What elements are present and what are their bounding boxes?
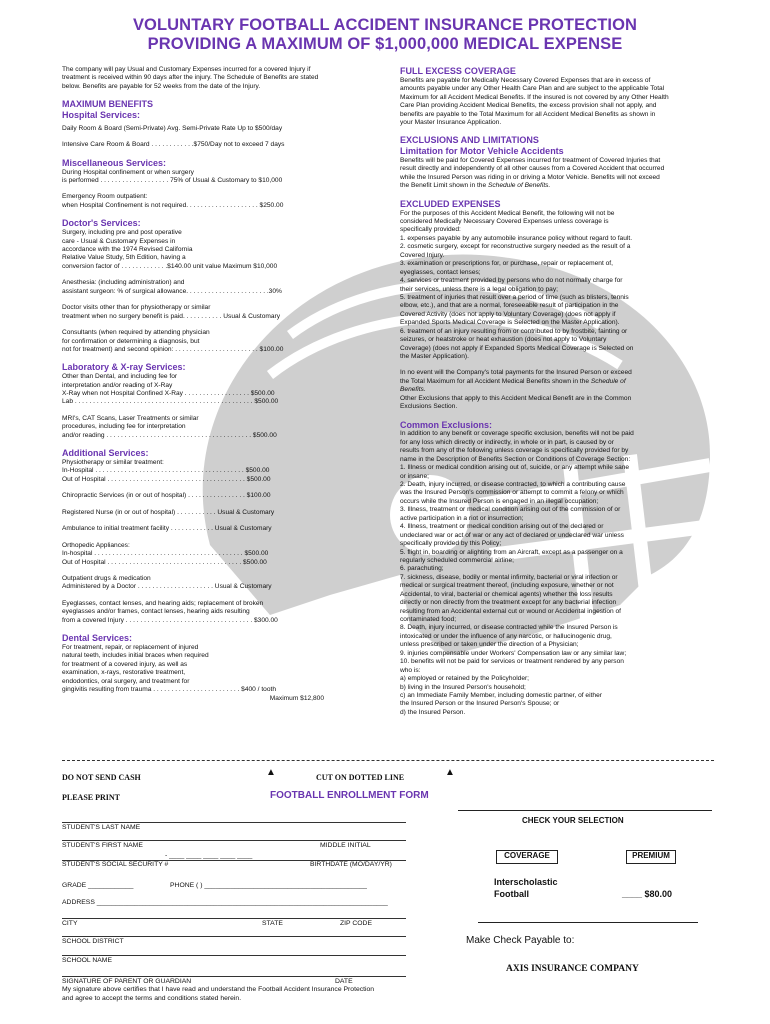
- full-excess-text: Benefits are payable for Medically Necessary Covered Expenses that are in excess of amounts payable under any Other Health Care Plan and are subject to the applicable Total Maximum for all Accident Medical Benefits. If the insured is not covered by any Other Health Care Plan providing Accident Medical Benefits, the excess provision shall not apply, and benefits are payable to the Total Maximum for all Accident Medical Benefits as shown in your Master Insurance Application.: [400, 76, 669, 126]
- additional-heading: Additional Services:: [62, 448, 149, 459]
- title-line-1: VOLUNTARY FOOTBALL ACCIDENT INSURANCE PROTECTION: [132, 16, 638, 34]
- enrollment-form-heading: FOOTBALL ENROLLMENT FORM: [270, 790, 429, 801]
- full-excess-heading: FULL EXCESS COVERAGE: [400, 66, 516, 76]
- ssn-label: STUDENT'S SOCIAL SECURITY #: [62, 861, 169, 868]
- additional-item: Physiotherapy or similar treatment: In-Hospital . . . . . . . . . . . . . . . . . . . . . . . . . . . . . . . . . . . . . . . . . $500.00 Out of Hospital . . . . . . . . . . . . . . . . . . . . . . . . . . . . . . . . . . . . . . $500.00: [62, 459, 271, 483]
- first-name-field[interactable]: [62, 840, 406, 841]
- misc-item: During Hospital confinement or when surgery is performed . . . . . . . . . . . . . . . . . . . 75% of Usual & Customary to $10,000: [62, 168, 283, 185]
- lab-item: Other than Dental, and including fee for interpretation and/or reading of X-Ray X-Ray when not Hospital Confined X-Ray . . . . . . . . . . . . . . . . . . $500.00 Lab . . . . . . . . . . . . . . . . . . . . . . . . . . . . . . . . . . . . . . . . . . . . . . . . . $500.00: [62, 373, 279, 406]
- motor-vehicle-text: Benefits will be paid for Covered Expenses incurred for treatment of Covered Injuries that result directly and independently of all other causes from a Covered Accident that occurred while the Insured Person was riding in or driving a Motor Vehicle. Benefits will not exceed the Benefit Limit shown in the Schedule of Benefits.: [400, 157, 665, 190]
- additional-item: Outpatient drugs & medication Administered by a Doctor . . . . . . . . . . . . . . . . . . . . . Usual & Customary: [62, 574, 272, 591]
- hospital-heading: Hospital Services:: [62, 110, 141, 121]
- plan-price-checkbox[interactable]: ____ $80.00: [622, 889, 673, 899]
- coverage-header: COVERAGE: [496, 850, 558, 864]
- middle-initial-label: MIDDLE INITIAL: [320, 842, 371, 849]
- cut-on-dotted-line: CUT ON DOTTED LINE: [316, 773, 405, 782]
- selection-top-line: [458, 810, 712, 811]
- doctor-item: Doctor visits other than for physiotherapy or similar treatment when no surgery benefit is paid. . . . . . . . . . . Usual & Customary: [62, 304, 281, 320]
- plan-name: Interscholastic Football: [494, 877, 558, 899]
- selection-divider: [478, 922, 698, 923]
- grade-field[interactable]: GRADE ____________: [62, 882, 134, 889]
- first-name-label: STUDENT'S FIRST NAME: [62, 842, 143, 849]
- premium-header: PREMIUM: [626, 850, 676, 864]
- no-event-text: In no event will the Company's total payments for the Insured Person or exceed the Total Maximum for all Accident Medical Benefits shown in the Schedule of Benefits. Other Exclusions that apply to this Accident Medical Benefit are in the Common Exclusions Section.: [400, 369, 632, 411]
- school-district-field[interactable]: [62, 936, 406, 937]
- hospital-item: Intensive Care Room & Board . . . . . . . . . . . .$750/Day not to exceed 7 days: [62, 141, 285, 149]
- last-name-label: STUDENT'S LAST NAME: [62, 824, 141, 831]
- additional-item: Chiropractic Services (in or out of hospital) . . . . . . . . . . . . . . . . $100.00: [62, 492, 271, 500]
- page-title: [0, 16, 770, 54]
- excluded-text: For the purposes of this Accident Medical Benefit, the following will not be considered Medically Necessary Covered Expenses unless coverage is specifically provided: 1. expenses payable by any automobile insurance policy without regard to fault. 2. cosmetic surgery, except for reconstructive surgery needed as the result of a Covered Injury. 3. examination or prescriptions for, or purchase, repair or replacement of, eyeglasses, contact lenses; 4. services or treatment provided by persons who do not normally charge for their services, unless there is a legal obligation to pay; 5. treatment of injuries that result over a period of time (such as blisters, tennis elbow, etc.), and that are a normal, foreseeable result of participation in the Covered Activity (does not apply to Voluntary Coverage) (does not apply if Expanded Sports Medical Coverage is Selected on the Master Application). 6. treatment of an injury resulting from or contributed to by frostbite, fainting or seizures, or heatstroke or heat exhaustion (does not apply to Voluntary Coverage) (does not apply if Expanded Sports Medical Coverage is Selected on the Master Application).: [400, 209, 634, 360]
- title-line-2: PROVIDING A MAXIMUM OF $1,000,000 MEDICAL EXPENSE: [147, 34, 623, 53]
- motor-vehicle-heading: Limitation for Motor Vehicle Accidents: [400, 146, 564, 157]
- right-column: [400, 66, 714, 717]
- additional-item: Ambulance to initial treatment facility . . . . . . . . . . . . Usual & Customary: [62, 525, 272, 533]
- lab-heading: Laboratory & X-ray Services:: [62, 362, 186, 373]
- hospital-item: Daily Room & Board (Semi-Private) Avg. Semi-Private Rate Up to $500/day: [62, 124, 283, 132]
- address-field[interactable]: ADDRESS _____________________________________________________________________________: [62, 899, 388, 906]
- up-arrow-icon: ▲: [445, 767, 455, 778]
- doctor-item: Surgery, including pre and post operative care - Usual & Customary Expenses in accordance with the 1974 Revised California Relative Value Study, 5th Edition, having a conversion factor of . . . . . . . . . . . . .$140.00 unit value Maximum $10,000: [62, 229, 278, 270]
- please-print: PLEASE PRINT: [62, 793, 121, 802]
- additional-item: Registered Nurse (in or out of hospital) . . . . . . . . . . . Usual & Customary: [62, 508, 275, 516]
- phone-field[interactable]: PHONE ( ) ___________________________________________: [170, 882, 367, 889]
- company-name: AXIS INSURANCE COMPANY: [506, 964, 639, 974]
- certify-text: My signature above certifies that I have read and understand the Football Accident Insurance Protection and agree to accept the terms and conditions stated herein.: [62, 986, 375, 1002]
- doctor-item: Consultants (when required by attending physician for confirmation or determining a diagnosis, but not for treatment) and second opinion: . . . . . . . . . . . . . . . . . . . . . . . $100.00: [62, 329, 284, 353]
- signature-field[interactable]: [62, 976, 406, 977]
- misc-item: Emergency Room outpatient: when Hospital Confinement is not required. . . . . . . . . . . . . . . . . . . . $250.00: [62, 193, 284, 209]
- cut-line: [62, 760, 714, 761]
- lab-item: MRI's, CAT Scans, Laser Treatments or similar procedures, including fee for interpretation and/or reading . . . . . . . . . . . . . . . . . . . . . . . . . . . . . . . . . . . . . . . . $500.00: [62, 414, 277, 439]
- ssn-field[interactable]: - ____ ____ ____ ____ ____: [165, 852, 253, 859]
- common-exclusions-heading: Common Exclusions:: [400, 419, 493, 430]
- additional-item: Eyeglasses, contact lenses, and hearing aids; replacement of broken eyeglasses and/or frames, contact lenses, hearing aids resulting from a covered Injury . . . . . . . . . . . . . . . . . . . . . . . . . . . . . . . . . . . $300.00: [62, 599, 278, 624]
- dental-heading: Dental Services:: [62, 633, 133, 644]
- city-label: CITY: [62, 920, 78, 927]
- doctor-heading: Doctor's Services:: [62, 218, 141, 229]
- state-label: STATE: [262, 920, 283, 927]
- doctor-item: Anesthesia: (including administration) and assistant surgeon: % of surgical allowance. . . . . . . . . . . . . . . . . . . . . . .30%: [62, 279, 282, 295]
- exclusions-heading: EXCLUSIONS AND LIMITATIONS: [400, 135, 539, 146]
- payable-to-text: Make Check Payable to:: [466, 935, 575, 946]
- misc-heading: Miscellaneous Services:: [62, 157, 167, 168]
- max-benefits-heading: MAXIMUM BENEFITS: [62, 99, 153, 110]
- additional-item: Orthopedic Appliances: In-hospital . . . . . . . . . . . . . . . . . . . . . . . . . . . . . . . . . . . . . . . . . $500.00 Out of Hospital . . . . . . . . . . . . . . . . . . . . . . . . . . . . . . . . . . . . . $500.00: [62, 541, 269, 566]
- check-selection-heading: CHECK YOUR SELECTION: [522, 816, 624, 825]
- left-column: [62, 66, 324, 703]
- signature-label: SIGNATURE OF PARENT OR GUARDIAN: [62, 978, 192, 985]
- school-name-label: SCHOOL NAME: [62, 957, 112, 964]
- birthdate-label: BIRTHDATE (MO/DAY/YR): [310, 861, 392, 868]
- do-not-send-cash: DO NOT SEND CASH: [62, 773, 141, 782]
- dental-item: For treatment, repair, or replacement of injured natural teeth, includes initial braces when required for treatment of a covered injury, as well as examination, x-rays, restorative treatment, endodontics, oral surgery, and treatment for gingivitis resulting from trauma . . . . . . . . . . . . . . . . . . . . . . . . $400 / tooth: [62, 643, 277, 694]
- intro-text: The company will pay Usual and Customary Expenses incurred for a covered Injury if treatment is received within 90 days after the injury. The Schedule of Benefits are stated below. Benefits are payable for 52 weeks from the date of the Injury.: [62, 66, 319, 90]
- common-exclusions-text: In addition to any benefit or coverage specific exclusion, benefits will not be paid for any loss which directly or indirectly, in whole or in part, is caused by or results from any of the following unless coverage is specifically provided for by name in the Description of Benefits Section or Conditions of Coverage Section: 1. Illness or medical condition arising out of, suicide, or any attempt while sane or insane; 2. Death, injury incurred, or disease contracted, to which a contributing cause was the Insured Person's commission or attempt to commit a felony or which occurs while the Insured Person is engaged in an illegal occupation; 3. Illness, treatment or medical condition arising out of the commission of or active participation in a riot or insurrection; 4. Illness, treatment or medical condition arising out of the declared or undeclared war or act of war or any act of declared or undeclared war unless specifically provided by this Policy; 5. flight in, boarding or alighting from an Aircraft, except as a passenger on a regularly scheduled commercial airline; 6. parachuting; 7. sickness, disease, bodily or mental infirmity, bacterial or viral infection or medical or surgical treatment thereof, (including exposure, whether or not Accidental, to viral, bacterial or chemical agents) whether the loss results directly or non directly from the treatment except for any bacterial infection resulting from an Accidental external cut or wound or Accidental ingestion of contaminated food; 8. Death, injury incurred, or disease contracted while the Insured Person is intoxicated or under the influence of any narcotic, or hallucinogenic drug, unless prescribed or taken under the direction of a Physician; 9. injuries compensable under Workers' Compensation law or any similar law; 10. benefits will not be paid for services or treatment rendered by any person who is: a) employed or retained by the Policyholder; b) living in the Insured Person's household; c) an Immediate Family Member, including domestic partner, of either the Insured Person or the Insured Person's Spouse; or d) the Insured Person.: [400, 430, 634, 716]
- school-name-field[interactable]: [62, 955, 406, 956]
- excluded-heading: EXCLUDED EXPENSES: [400, 198, 501, 209]
- date-label: DATE: [335, 978, 353, 985]
- dental-maximum: Maximum $12,800: [269, 694, 324, 702]
- city-state-zip-field[interactable]: [62, 918, 406, 919]
- up-arrow-icon: ▲: [266, 767, 276, 778]
- last-name-field[interactable]: [62, 822, 406, 823]
- zip-label: ZIP CODE: [340, 920, 372, 927]
- school-district-label: SCHOOL DISTRICT: [62, 938, 124, 945]
